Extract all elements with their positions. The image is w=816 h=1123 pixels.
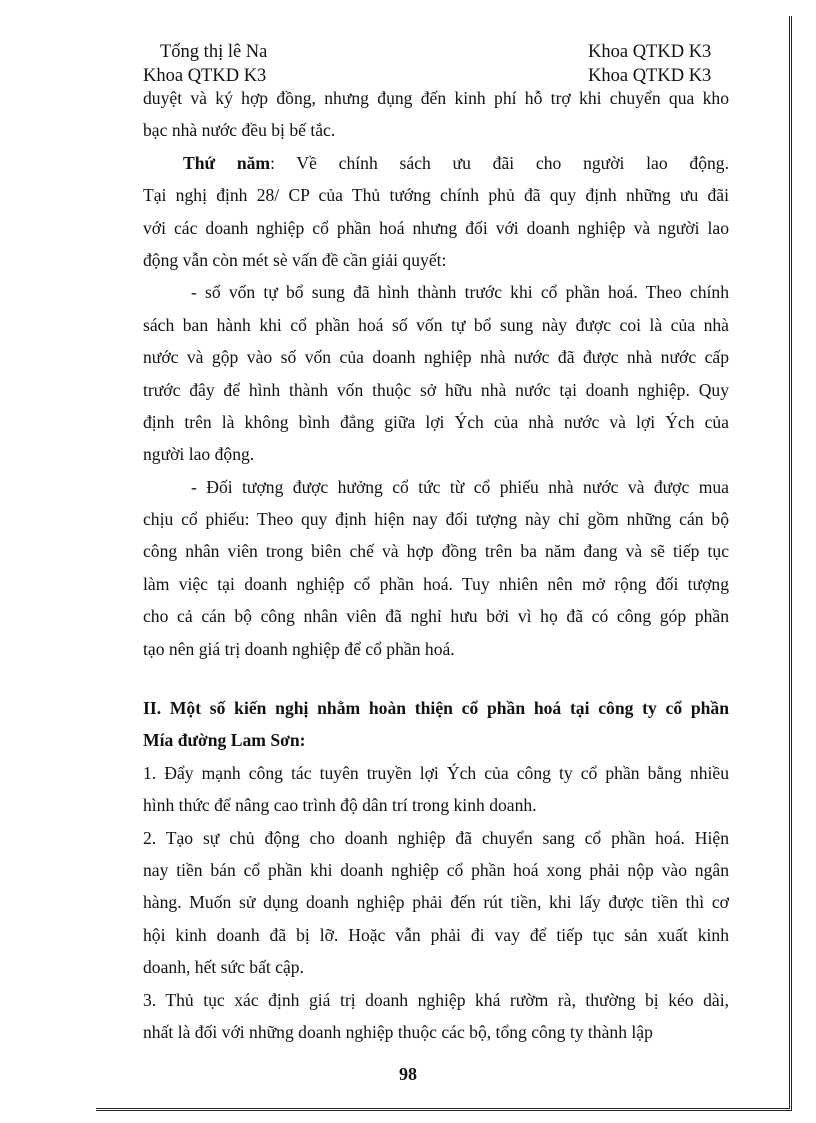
text-line	[143, 147, 729, 179]
text-line: nước và gộp vào số vốn của doanh nghiệp nhà nước đã được nhà nước cấp	[143, 347, 729, 368]
text-line: duyệt và ký hợp đồng, nhưng đụng đến kinh phí hỗ trợ khi chuyển qua kho	[143, 88, 729, 108]
list-item-1	[143, 757, 729, 822]
text-line: bạc nhà nước đều bị bế tắc.	[143, 120, 336, 141]
paragraph-1	[143, 82, 729, 147]
header-department: Khoa QTKD K3	[588, 42, 712, 62]
document-body	[143, 82, 729, 1048]
paragraph-3	[143, 276, 729, 470]
text-line: doanh, hết sức bất cập.	[143, 957, 304, 978]
text-line: nhất là đối với những doanh nghiệp thuộc các bộ, tổng công ty thành lập	[143, 1021, 653, 1042]
text-line: công nhân viên trong biên chế và hợp đồng trên ba năm đang và sẽ tiếp tục	[143, 541, 729, 562]
text-line: nay tiền bán cổ phần khi doanh nghiệp cổ phần hoá xong phải nộp vào ngân	[143, 859, 729, 880]
text-line: 2. Tạo sự chủ động cho doanh nghiệp đã chuyển sang cổ phần hoá. Hiện	[143, 827, 729, 848]
paragraph-2	[143, 147, 729, 277]
paragraph-4	[143, 471, 729, 665]
list-item-2	[143, 822, 729, 984]
header-department-right: Khoa QTKD K3	[588, 66, 712, 86]
text-line: cho cả cán bộ công nhân viên đã nghỉ hưu bởi vì họ đã có công góp phần	[143, 606, 729, 627]
text-line: với các doanh nghiệp cổ phần hoá nhưng đối với doanh nghiệp và người lao	[143, 217, 729, 238]
page-number: 98	[399, 1064, 417, 1084]
bold-lead: Thứ năm	[183, 152, 271, 173]
list-item-3	[143, 984, 729, 1049]
text-fragment: : Về chính sách ưu đãi cho người lao động.	[270, 152, 729, 173]
section-heading	[143, 692, 729, 757]
text-line: định trên là không bình đẳng giữa lợi Ých của nhà nước và lợi Ých của	[143, 411, 729, 432]
text-line: - Đối tượng được hưởng cổ tức từ cổ phiếu nhà nước và được mua	[191, 476, 729, 497]
text-line: hàng. Muốn sử dụng doanh nghiệp phải đến rút tiền, khi lấy được tiền thì cơ	[143, 892, 729, 913]
text-line: Tại nghị định 28/ CP của Thủ tướng chính phủ đã quy định những ưu đãi	[143, 185, 729, 206]
section-gap	[143, 665, 729, 692]
text-line: 1. Đẩy mạnh công tác tuyên truyền lợi Ých của công ty cổ phần bằng nhiều	[143, 762, 729, 783]
text-line: động vẫn còn mét sè vấn đề cần giải quyết:	[143, 249, 447, 270]
heading-line: II. Một số kiến nghị nhằm hoàn thiện cổ phần hoá tại công ty cổ phần	[143, 698, 729, 719]
text-line: hình thức để nâng cao trình độ dân trí trong kinh doanh.	[143, 795, 537, 816]
text-line: 3. Thủ tục xác định giá trị doanh nghiệp khá rườm rà, thường bị kéo dài,	[143, 989, 729, 1010]
text-line: sách ban hành khi cổ phần hoá số vốn tự bổ sung này được coi là của nhà	[143, 314, 729, 335]
text-line: làm việc tại doanh nghiệp cổ phần hoá. Tuy nhiên nên mở rộng đối tượng	[143, 573, 729, 594]
heading-line: Mía đường Lam Sơn:	[143, 730, 306, 751]
text-line: - số vốn tự bổ sung đã hình thành trước khi cổ phần hoá. Theo chính	[191, 282, 729, 303]
text-line: người lao động.	[143, 444, 255, 465]
text-line: tạo nên giá trị doanh nghiệp để cổ phần hoá.	[143, 638, 455, 659]
header-department-left: Khoa QTKD K3	[143, 66, 267, 86]
text-line: trước đây để hình thành vốn thuộc sở hữu nhà nước tại doanh nghiệp. Quy	[143, 379, 729, 400]
text-line: hội kinh doanh đã bị lỡ. Hoặc vẫn phải đi vay để tiếp tục sản xuất kinh	[143, 924, 729, 945]
header-author: Tống thị lê Na	[160, 42, 268, 62]
text-line: chịu cổ phiếu: Theo quy định hiện nay đối tượng này chỉ gồm những cán bộ	[143, 509, 729, 530]
